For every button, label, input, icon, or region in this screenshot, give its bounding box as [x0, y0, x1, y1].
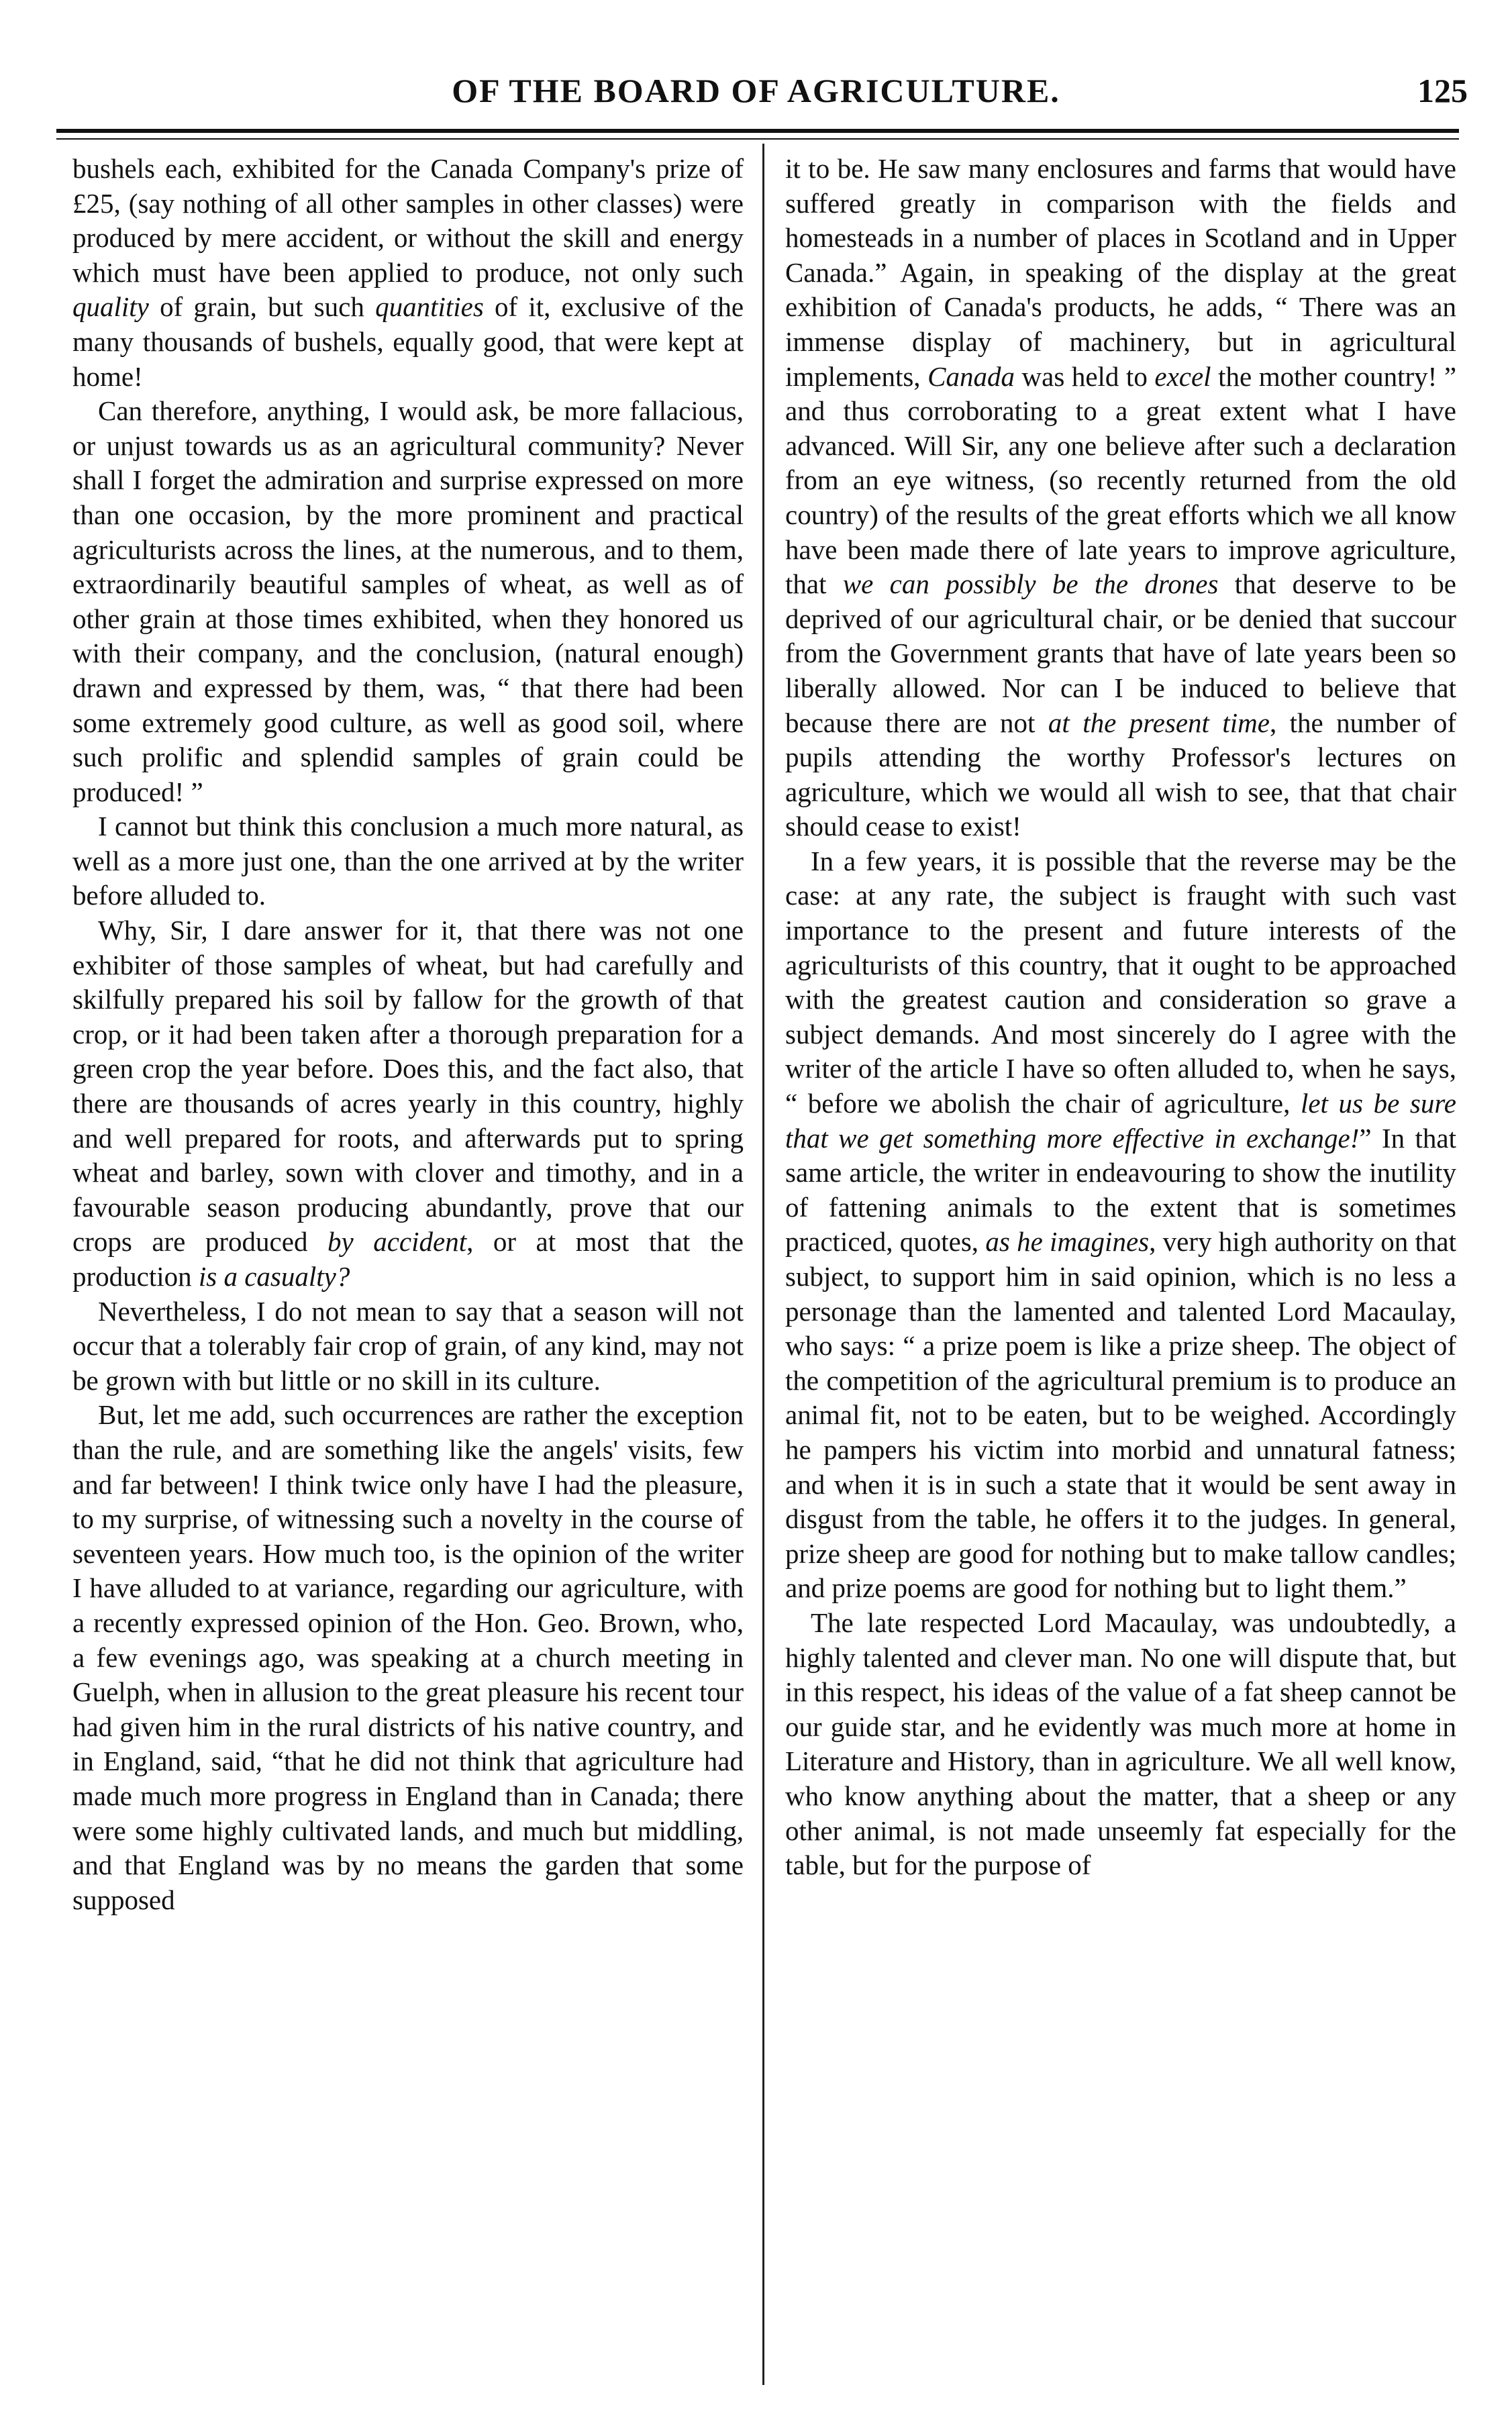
header-rule-thick	[56, 129, 1459, 133]
paragraph: In a few years, it is possible that the reverse may be the case: at any rate, the subject is fraught with such vast importance to the present and future interests of the agriculturists of this country, that it ought to be approached with the greatest caution and consideration so grave a subject demands. And most sincerely do I agree with the writer of the article I have so often alluded to, when he says, “ before we abolish the chair of agriculture, let us be sure that we get something more effective in exchange!” In that same article, the writer in endeavouring to show the inutility of fattening animals to the extent that is sometimes practiced, quotes, as he imagines, very high authority on that subject, to support him in said opinion, which is no less a personage than the lamented and talented Lord Macaulay, who says: “ a prize poem is like a prize sheep. The object of the competition of the agricultural premium is to produce an animal fit, not to be eaten, but to be weighed. Accordingly he pampers his victim into morbid and unnatural fatness; and when it is in such a state that it would be sent away in disgust from the table, he offers it to the judges. In general, prize sheep are good for nothing but to make tallow candles; and prize poems are good for nothing but to light them.”	[785, 845, 1457, 1604]
right-column	[785, 152, 1456, 1883]
running-title: OF THE BOARD OF AGRICULTURE.	[452, 72, 1060, 109]
page-header	[0, 71, 1512, 125]
paragraph: I cannot but think this conclusion a much more natural, as well as a more just one, than the one arrived at by the writer before alluded to.	[72, 811, 744, 911]
paragraph: Nevertheless, I do not mean to say that a season will not occur that a tolerably fair crop of grain, of any kind, may not be grown with but little or no skill in its culture.	[72, 1295, 744, 1396]
column-divider	[762, 144, 764, 2385]
paragraph: The late respected Lord Macaulay, was undoubtedly, a highly talented and clever man. No one will dispute that, but in this respect, his ideas of the value of a fat sheep cannot be our guide star, and he evidently was much more at home in Literature and History, than in agriculture. We all well know, who know anything about the matter, that a sheep or any other animal, is not made unseemly fat especially for the table, but for the purpose of	[785, 1607, 1456, 1881]
paragraph: it to be. He saw many enclosures and farms that would have suffered greatly in comparison with the fields and homesteads in a number of places in Scotland and in Upper Canada.” Again, in speaking of the display at the great exhibition of Canada's products, he adds, “ There was an immense display of machinery, but in agricultural implements, Canada was held to excel the mother country! ” and thus corroborating to a great extent what I have advanced. Will Sir, any one believe after such a declaration from an eye witness, (so recently returned from the old country) of the results of the great efforts which we all know have been made there of late years to improve agriculture, that we can possibly be the drones that deserve to be deprived of our agricultural chair, or be denied that succour from the Government grants that have of late years been so liberally allowed. Nor can I be induced to believe that because there are not at the present time, the number of pupils attending the worthy Professor's lectures on agriculture, which we would all wish to see, that that chair should cease to exist!	[785, 153, 1457, 842]
left-column	[72, 152, 744, 1917]
page-number: 125	[1417, 72, 1468, 109]
paragraph: Can therefore, anything, I would ask, be more fallacious, or unjust towards us as an agricultural community? Never shall I forget the admiration and surprise expressed on more than one occasion, by the more prominent and practical agriculturists across the lines, at the numerous, and to them, extraordinarily beautiful samples of wheat, as well as of other grain at those times exhibited, when they honored us with their company, and the conclusion, (natural enough) drawn and expressed by them, was, “ that there had been some extremely good culture, as well as good soil, where such prolific and splendid samples of grain could be produced! ”	[72, 395, 744, 807]
header-rule-thin	[56, 138, 1459, 140]
paragraph: Why, Sir, I dare answer for it, that there was not one exhibiter of those samples of wheat, but had carefully and skilfully prepared his soil by fallow for the growth of that crop, or it had been taken after a thorough preparation for a green crop the year before. Does this, and the fact also, that there are thousands of acres yearly in this country, highly and well prepared for roots, and afterwards put to spring wheat and barley, sown with clover and timothy, and in a favourable season producing abundantly, prove that our crops are produced by accident, or at most that the production is a casualty?	[72, 915, 744, 1292]
paragraph: But, let me add, such occurrences are rather the exception than the rule, and are something like the angels' visits, few and far between! I think twice only have I had the pleasure, to my surprise, of witnessing such a novelty in the course of seventeen years. How much too, is the opinion of the writer I have alluded to at variance, regarding our agriculture, with a recently expressed opinion of the Hon. Geo. Brown, who, a few evenings ago, was speaking at a church meeting in Guelph, when in allusion to the great pleasure his recent tour had given him in the rural districts of his native country, and in England, said, “that he did not think that agriculture had made much more progress in England than in Canada; there were some highly cultivated lands, and much but middling, and that England was by no means the garden that some supposed	[72, 1399, 744, 1915]
paragraph: bushels each, exhibited for the Canada Company's prize of £25, (say nothing of all other samples in other classes) were produced by mere accident, or without the skill and energy which must have been applied to produce, not only such quality of grain, but such quantities of it, exclusive of the many thousands of bushels, equally good, that were kept at home!	[72, 153, 744, 392]
